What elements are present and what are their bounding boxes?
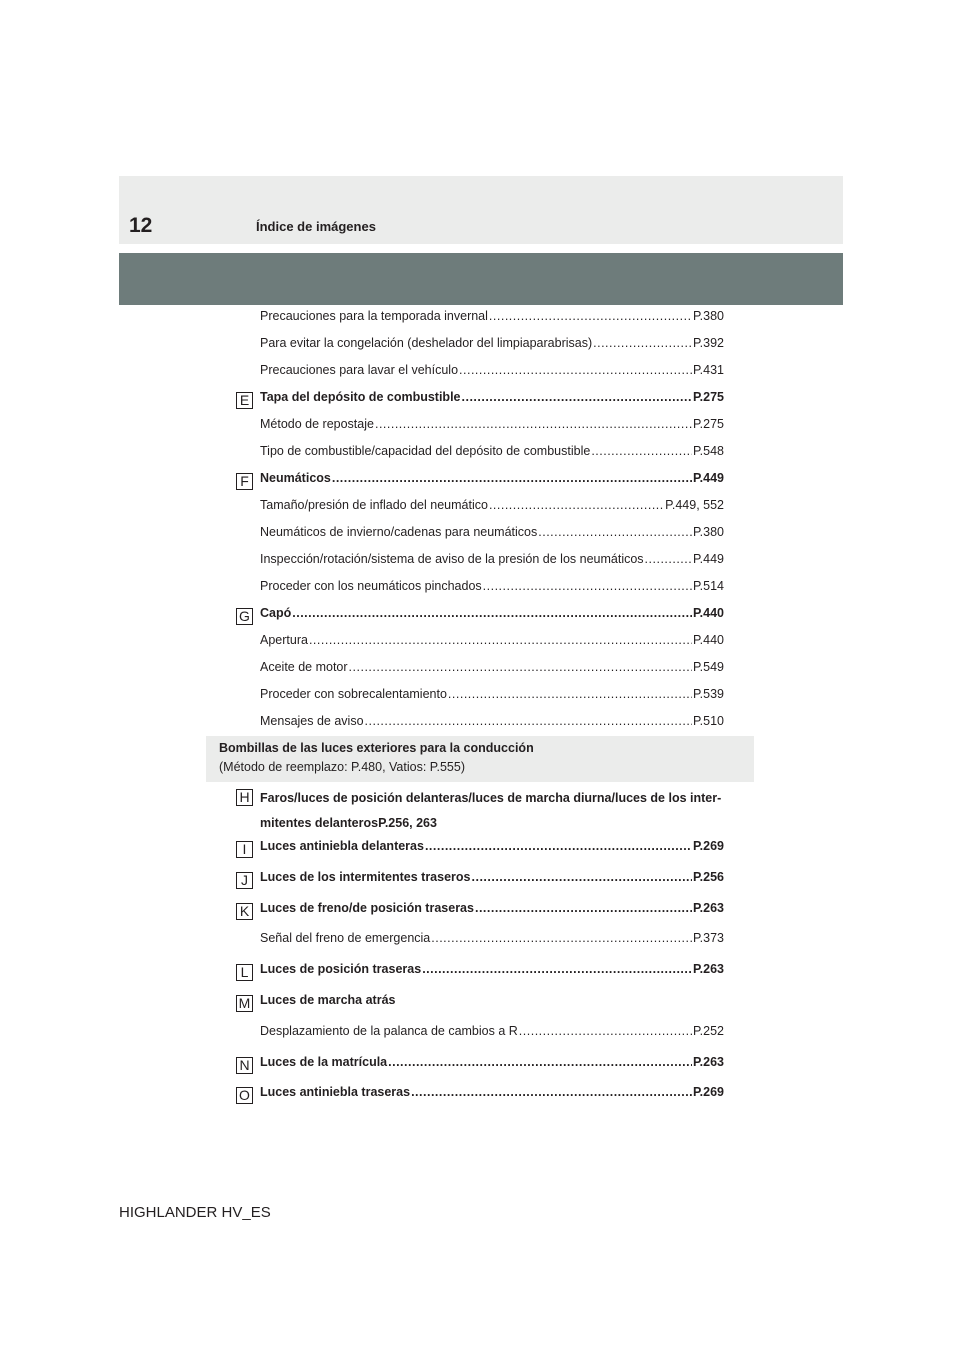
index-entry[interactable] xyxy=(260,417,724,437)
page-header xyxy=(119,176,843,244)
dot-leader xyxy=(462,390,692,404)
index-entry-page-ref[interactable]: P.252 xyxy=(692,1023,724,1038)
index-entry-title: Luces de la matrícula xyxy=(260,1054,388,1069)
index-entry-title: Luces antiniebla traseras xyxy=(260,1085,411,1100)
callout-letter-f: F xyxy=(236,473,253,490)
page-number: 12 xyxy=(129,214,153,237)
index-entry-title: Luces de los intermitentes traseros xyxy=(260,869,471,884)
index-entry[interactable] xyxy=(260,839,724,859)
dot-leader xyxy=(519,1024,692,1038)
dot-leader xyxy=(448,687,692,701)
index-entry-page-ref[interactable]: P.269 xyxy=(692,1085,724,1100)
index-entry-title: Luces de posición traseras xyxy=(260,962,422,977)
index-entry-page-ref[interactable]: P.275 xyxy=(692,390,724,404)
index-entry[interactable] xyxy=(260,660,724,680)
dot-leader xyxy=(309,633,692,647)
index-entry-page-ref[interactable]: P.549 xyxy=(692,660,724,674)
dot-leader xyxy=(292,606,692,620)
index-entry-page-ref[interactable]: P.380 xyxy=(692,525,724,539)
index-entry-title: Luces de marcha atrás xyxy=(260,993,396,1007)
dot-leader xyxy=(489,309,692,323)
index-entry-page-ref[interactable]: P.440 xyxy=(692,606,724,620)
dot-leader xyxy=(375,417,692,431)
index-entry-page-ref[interactable]: P.263 xyxy=(692,962,724,977)
bulbs-section-subtitle: (Método de reemplazo: P.480, Vatios: P.555) xyxy=(219,760,465,774)
index-entry[interactable] xyxy=(260,498,724,518)
index-entry-title: Para evitar la congelación (deshelador del limpiaparabrisas) xyxy=(260,336,593,350)
index-entry-page-ref[interactable]: P.392 xyxy=(692,336,724,350)
index-entry-title: Neumáticos xyxy=(260,471,331,485)
callout-letter-i: I xyxy=(236,841,253,858)
index-entry-title: Tamaño/presión de inflado del neumático xyxy=(260,498,488,512)
dot-leader xyxy=(459,363,692,377)
index-entry-page-ref[interactable]: P.275 xyxy=(692,417,724,431)
index-entry-title: Señal del freno de emergencia xyxy=(260,931,431,946)
index-entry-page-ref[interactable]: P.514 xyxy=(692,579,724,593)
index-entry-page-ref[interactable]: P.548 xyxy=(692,444,724,458)
index-entry[interactable] xyxy=(260,931,724,951)
index-entry[interactable] xyxy=(260,309,724,329)
index-entry-title: Inspección/rotación/sistema de aviso de la presión de los neumáticos xyxy=(260,552,644,566)
dot-leader xyxy=(489,498,664,512)
index-entry[interactable] xyxy=(260,870,724,890)
index-entry-title: Capó xyxy=(260,606,292,620)
index-entry-page-ref[interactable]: P.269 xyxy=(692,839,724,853)
index-entry-page-ref[interactable]: P.440 xyxy=(692,633,724,647)
index-entry-h-line2: mitentes delanterosP.256, 263 xyxy=(260,816,437,830)
index-entry-page-ref[interactable]: P.263 xyxy=(692,900,724,915)
dot-leader xyxy=(645,552,692,566)
index-entry[interactable] xyxy=(260,579,724,599)
index-entry[interactable] xyxy=(260,525,724,545)
index-entry-title: Tipo de combustible/capacidad del depósito de combustible xyxy=(260,444,591,458)
index-entry-title: Luces antiniebla delanteras xyxy=(260,839,424,853)
callout-letter-k: K xyxy=(236,903,253,920)
dot-leader xyxy=(431,931,692,945)
footer-model: HIGHLANDER HV_ES xyxy=(119,1204,271,1221)
index-entry[interactable] xyxy=(260,471,724,491)
index-entry-title: Tapa del depósito de combustible xyxy=(260,390,461,404)
dot-leader xyxy=(593,336,692,350)
section-title: Índice de imágenes xyxy=(256,219,376,234)
index-entry-page-ref[interactable]: P.510 xyxy=(692,714,724,728)
index-entry-page-ref[interactable]: P.449 xyxy=(692,471,724,485)
dot-leader xyxy=(425,839,692,853)
dot-leader xyxy=(475,901,692,915)
index-entry[interactable] xyxy=(260,901,724,921)
dot-leader xyxy=(388,1055,692,1069)
callout-letter-e: E xyxy=(236,392,253,409)
dot-leader xyxy=(411,1085,692,1099)
index-entry[interactable] xyxy=(260,390,724,410)
index-entry[interactable] xyxy=(260,1024,724,1044)
index-entry[interactable] xyxy=(260,633,724,653)
index-entry-h[interactable] xyxy=(260,786,724,836)
callout-letter-h: H xyxy=(236,789,253,806)
index-entry[interactable] xyxy=(260,993,724,1013)
index-entry-title: Precauciones para la temporada invernal xyxy=(260,309,488,323)
dot-leader xyxy=(422,962,692,976)
bulbs-section-title: Bombillas de las luces exteriores para la conducción xyxy=(219,741,534,755)
index-entry[interactable] xyxy=(260,962,724,982)
callout-letter-o: O xyxy=(236,1087,253,1104)
dot-leader xyxy=(483,579,692,593)
index-entry-title: Aceite de motor xyxy=(260,660,348,674)
index-entry-title: Precauciones para lavar el vehículo xyxy=(260,363,459,377)
index-entry-page-ref[interactable]: P.263 xyxy=(692,1054,724,1069)
index-entry[interactable] xyxy=(260,714,724,734)
index-entry-title: Luces de freno/de posición traseras xyxy=(260,900,474,915)
index-entry-title: Neumáticos de invierno/cadenas para neumáticos xyxy=(260,525,538,539)
callout-letter-m: M xyxy=(236,995,253,1012)
dot-leader xyxy=(349,660,692,674)
index-entry[interactable] xyxy=(260,1085,724,1105)
callout-letter-l: L xyxy=(236,964,253,981)
dot-leader xyxy=(538,525,692,539)
dot-leader xyxy=(365,714,692,728)
index-entry-h-line1: Faros/luces de posición delanteras/luces de marcha diurna/luces de los inter- xyxy=(260,791,722,805)
callout-letter-j: J xyxy=(236,872,253,889)
index-entry-page-ref[interactable]: P.373 xyxy=(692,931,724,946)
index-entry-title: Mensajes de aviso xyxy=(260,714,364,728)
index-entry[interactable] xyxy=(260,552,724,572)
index-entry-title: Desplazamiento de la palanca de cambios a R xyxy=(260,1023,518,1038)
index-entry-title: Apertura xyxy=(260,633,308,647)
index-entry-page-ref[interactable]: P.449, 552 xyxy=(665,498,724,512)
index-entry-page-ref[interactable]: P.256 xyxy=(692,869,724,884)
dot-leader xyxy=(332,471,692,485)
callout-letter-n: N xyxy=(236,1057,253,1074)
index-entry-title: Proceder con sobrecalentamiento xyxy=(260,687,447,701)
index-entry[interactable] xyxy=(260,1055,724,1075)
index-entry-page-ref[interactable]: P.380 xyxy=(692,309,724,323)
index-entry-page-ref[interactable]: P.449 xyxy=(692,552,724,566)
index-entry[interactable] xyxy=(260,336,724,356)
index-entry[interactable] xyxy=(260,687,724,707)
index-entry-title: Proceder con los neumáticos pinchados xyxy=(260,579,482,593)
index-entry-title: Método de repostaje xyxy=(260,417,374,431)
header-band xyxy=(119,253,843,305)
index-entry[interactable] xyxy=(260,444,724,464)
bulbs-section-header xyxy=(206,736,754,782)
index-entry-page-ref[interactable]: P.539 xyxy=(692,687,724,701)
dot-leader xyxy=(472,870,692,884)
index-entry[interactable] xyxy=(260,606,724,626)
index-entry[interactable] xyxy=(260,363,724,383)
index-entry-page-ref[interactable]: P.431 xyxy=(692,363,724,377)
dot-leader xyxy=(591,444,692,458)
callout-letter-g: G xyxy=(236,608,253,625)
